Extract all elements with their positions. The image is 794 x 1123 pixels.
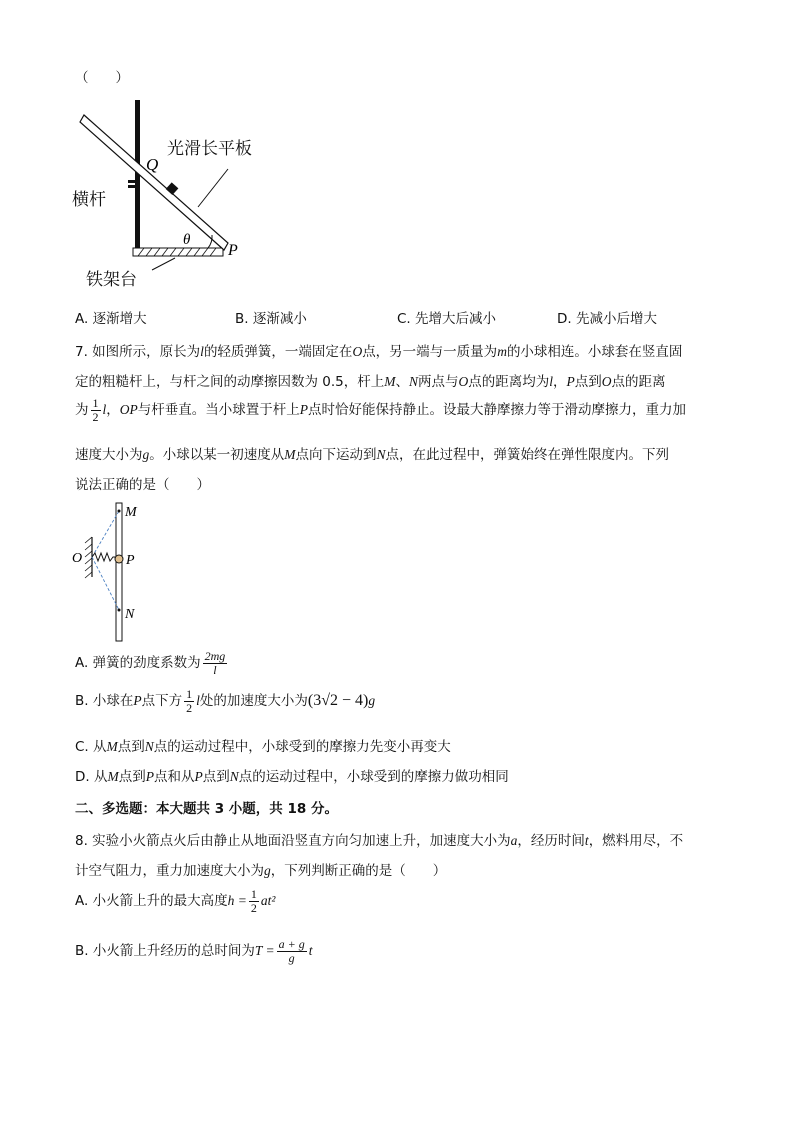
q8-option-b: B. 小火箭上升经历的总时间为T = $\frac{a + g}{g}$ t: [75, 937, 313, 965]
dashed-om: [92, 511, 119, 557]
question-6-answer-bracket: （ ）: [75, 70, 129, 86]
q8-option-a: A. 小火箭上升的最大高度h = $\frac{1}{2}$ at²: [75, 887, 276, 915]
q7-line-5: 说法正确的是（ ）: [75, 477, 210, 493]
label-p: P: [126, 553, 135, 568]
q6-option-d: D. 先减小后增大: [557, 311, 657, 327]
q7-line-1: 7. 如图所示，原长为l的轻质弹簧，一端固定在O点，另一端与一质量为m的小球相连。小球套在竖直固: [75, 344, 683, 360]
q7-line-4: 速度大小为g。小球以某一初速度从M点向下运动到N点，在此过程中，弹簧始终在弹性限度内。下列: [75, 447, 670, 463]
spring: [92, 553, 116, 561]
theta-label: θ: [183, 232, 191, 248]
crossbar-lower: [128, 185, 136, 188]
ball: [115, 555, 123, 563]
q7-line-2: 定的粗糙杆上，与杆之间的动摩擦因数为 0.5，杆上M、N两点与O点的距离均为l，P点到O点的距离: [75, 374, 666, 390]
label-m: M: [125, 505, 137, 520]
dashed-on: [92, 557, 119, 610]
q6-option-a: A. 逐渐增大: [75, 311, 147, 327]
board-label: 光滑长平板: [167, 139, 252, 159]
q7-option-a: A. 弹簧的劲度系数为 $\frac{2mg}{l}$: [75, 649, 226, 677]
crossbar: [128, 180, 136, 183]
board-leader-line: [198, 169, 228, 207]
section-heading: 二、多选题：本大题共 3 小题，共 18 分。: [75, 801, 338, 817]
label-n: N: [125, 607, 135, 622]
rod-label: 横杆: [72, 190, 106, 210]
label-o: O: [72, 551, 83, 566]
point-n: [118, 609, 121, 612]
q8-line-2: 计空气阻力，重力加速度大小为g，下列判断正确的是（ ）: [75, 863, 447, 879]
q7-option-c: C. 从M点到N点的运动过程中，小球受到的摩擦力先变小再变大: [75, 739, 451, 755]
q7-option-d: D. 从M点到P点和从P点到N点的运动过程中，小球受到的摩擦力做功相同: [75, 769, 509, 785]
q7-line-3: 为 $\frac{1}{2}$ l，OP与杆垂直。当小球置于杆上P点时恰好能保持静止。设最大静摩擦力等于滑动摩擦力，重力加: [75, 396, 687, 424]
q7-option-b: B. 小球在P点下方 $\frac{1}{2}$ l处的加速度大小为(3√2 − 4)g: [75, 687, 376, 715]
point-m: [118, 510, 121, 513]
q6-option-c: C. 先增大后减小: [397, 311, 497, 327]
point-q-label: Q: [146, 155, 159, 174]
vertical-rod: [116, 503, 122, 641]
q8-line-1: 8. 实验小火箭点火后由静止从地面沿竖直方向匀加速上升，加速度大小为a，经历时间t，燃料用尽，不: [75, 833, 684, 849]
q6-option-b: B. 逐渐减小: [235, 311, 307, 327]
stand-label: 铁架台: [86, 270, 137, 290]
stand-leader-line: [152, 258, 175, 270]
figure-spring-rod: [68, 497, 148, 647]
wall-hatching: [85, 537, 92, 578]
point-p-label: P: [228, 242, 238, 259]
